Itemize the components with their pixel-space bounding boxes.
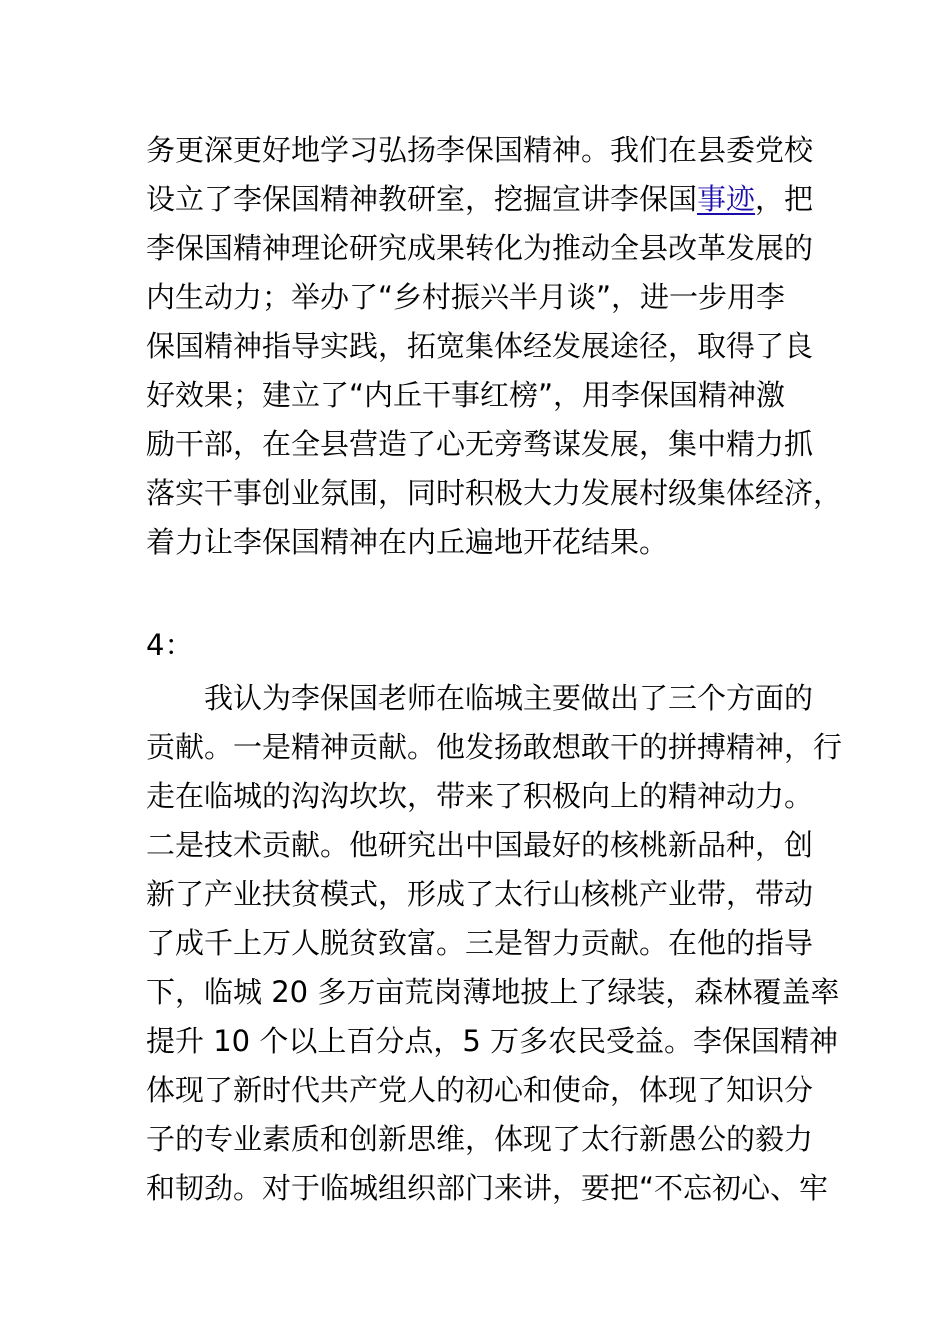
paragraph-line: 着力让李保国精神在内丘遍地开花结果。 bbox=[146, 525, 669, 559]
paragraph-line: 好效果；建立了“内丘干事红榜”，用李保国精神激 bbox=[146, 378, 786, 412]
paragraph-line: 贡献。一是精神贡献。他发扬敢想敢干的拼搏精神，行 bbox=[146, 730, 843, 764]
paragraph-line: 励干部，在全县营造了心无旁骛谋发展，集中精力抓 bbox=[146, 427, 814, 461]
paragraph-line: 落实干事创业氛围，同时积极大力发展村级集体经济， bbox=[146, 476, 843, 510]
section-heading: 4： bbox=[146, 628, 194, 662]
paragraph-line: 体现了新时代共产党人的初心和使命，体现了知识分 bbox=[146, 1073, 814, 1107]
paragraph-line: 子的专业素质和创新思维，体现了太行新愚公的毅力 bbox=[146, 1122, 814, 1156]
line-text: ，把 bbox=[755, 182, 814, 216]
paragraph-line: 李保国精神理论研究成果转化为推动全县改革发展的 bbox=[146, 231, 814, 265]
paragraph-line: 我认为李保国老师在临城主要做出了三个方面的 bbox=[204, 681, 814, 715]
paragraph-line: 保国精神指导实践，拓宽集体经发展途径，取得了良 bbox=[146, 329, 814, 363]
paragraph-line: 和韧劲。对于临城组织部门来讲，要把“不忘初心、牢 bbox=[146, 1171, 829, 1205]
paragraph-line: 二是技术贡献。他研究出中国最好的核桃新品种，创 bbox=[146, 828, 814, 862]
paragraph-line: 下，临城 20 多万亩荒岗薄地披上了绿装，森林覆盖率 bbox=[146, 975, 840, 1009]
paragraph-line: 新了产业扶贫模式，形成了太行山核桃产业带，带动 bbox=[146, 877, 814, 911]
paragraph-line: 内生动力；举办了“乡村振兴半月谈”，进一步用李 bbox=[146, 280, 786, 314]
paragraph-line: 走在临城的沟沟坎坎，带来了积极向上的精神动力。 bbox=[146, 779, 814, 813]
paragraph-line: 提升 10 个以上百分点，5 万多农民受益。李保国精神 bbox=[146, 1024, 839, 1058]
deeds-link[interactable]: 事迹 bbox=[697, 182, 756, 216]
line-text: 设立了李保国精神教研室，挖掘宣讲李保国 bbox=[146, 182, 698, 216]
paragraph-line: 务更深更好地学习弘扬李保国精神。我们在县委党校 bbox=[146, 133, 814, 167]
paragraph-line bbox=[146, 177, 836, 221]
paragraph-line: 了成千上万人脱贫致富。三是智力贡献。在他的指导 bbox=[146, 926, 814, 960]
